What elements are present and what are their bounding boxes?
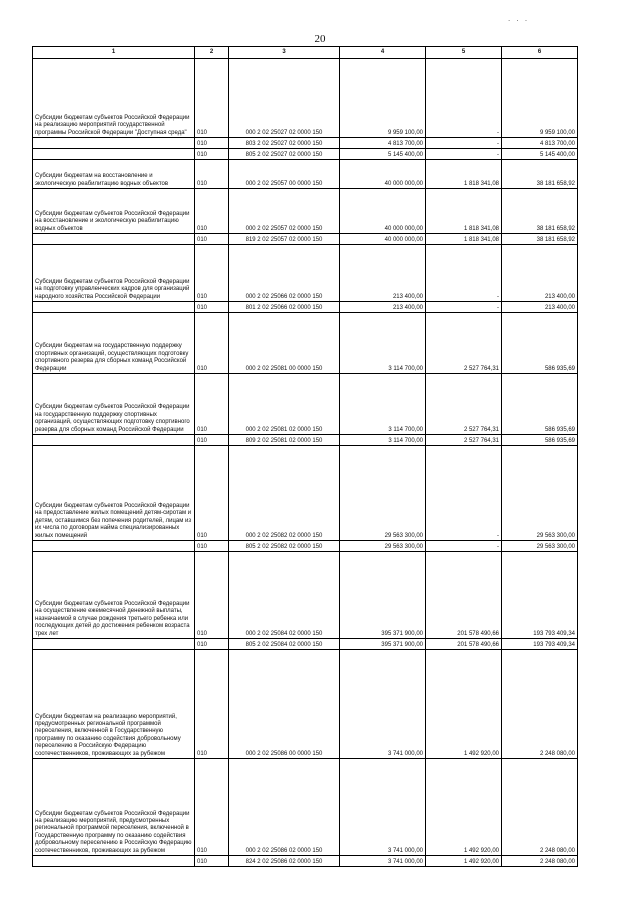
- table-row: [33, 149, 578, 160]
- remaining-amount: 213 400,00: [502, 302, 578, 313]
- page-number: 20: [314, 33, 326, 45]
- line-code: 010: [195, 759, 229, 856]
- remaining-amount: 5 145 400,00: [502, 149, 578, 160]
- executed-amount: 2 527 764,31: [426, 313, 502, 374]
- executed-amount: 1 818 341,08: [426, 189, 502, 234]
- row-description-empty: [33, 149, 195, 160]
- approved-amount: 3 741 000,00: [340, 650, 426, 759]
- remaining-amount: 38 181 658,92: [502, 189, 578, 234]
- column-header-6: 6: [502, 47, 578, 59]
- executed-amount: 1 492 920,00: [426, 650, 502, 759]
- approved-amount: 395 371 900,00: [340, 552, 426, 639]
- row-description-empty: [33, 138, 195, 149]
- table-row: [33, 138, 578, 149]
- table-body: [33, 59, 578, 867]
- row-description: Субсидии бюджетам субъектов Российской Федерации на восстановление и экологическую реабилитацию водных объектов: [33, 189, 195, 234]
- remaining-amount: 29 563 300,00: [502, 446, 578, 541]
- row-description-empty: [33, 856, 195, 867]
- approved-amount: 3 741 000,00: [340, 856, 426, 867]
- remaining-amount: 2 248 080,00: [502, 650, 578, 759]
- table-row: [33, 446, 578, 541]
- remaining-amount: 38 181 658,92: [502, 160, 578, 189]
- budget-table: [32, 46, 578, 867]
- table-row: [33, 435, 578, 446]
- executed-amount: 201 578 490,66: [426, 552, 502, 639]
- revenue-code: 805 2 02 25027 02 0000 150: [229, 149, 340, 160]
- line-code: 010: [195, 302, 229, 313]
- remaining-amount: 38 181 658,92: [502, 234, 578, 245]
- row-description: Субсидии бюджетам на восстановление и экологическую реабилитацию водных объектов: [33, 160, 195, 189]
- approved-amount: 40 000 000,00: [340, 160, 426, 189]
- row-description: Субсидии бюджетам на государственную поддержку спортивных организаций, осуществляющих подготовку спортивного резерва для сборных команд Российской Федерации: [33, 313, 195, 374]
- column-header-2: 2: [195, 47, 229, 59]
- remaining-amount: 213 400,00: [502, 245, 578, 302]
- row-description: Субсидии бюджетам субъектов Российской Федерации на реализацию мероприятий государственной программы Российской Федерации "Доступная среда": [33, 59, 195, 138]
- row-description: Субсидии бюджетам на реализацию мероприятий, предусмотренных региональной программой переселения, включенной в Государственную программу по оказанию содействия добровольному переселению в Российскую Федерацию соотечественников, проживающих за рубежом: [33, 650, 195, 759]
- revenue-code: 809 2 02 25081 02 0000 150: [229, 435, 340, 446]
- line-code: 010: [195, 856, 229, 867]
- line-code: 010: [195, 446, 229, 541]
- table-row: [33, 189, 578, 234]
- line-code: 010: [195, 435, 229, 446]
- approved-amount: 3 114 700,00: [340, 435, 426, 446]
- remaining-amount: 193 793 409,34: [502, 552, 578, 639]
- row-description-empty: [33, 435, 195, 446]
- line-code: 010: [195, 59, 229, 138]
- revenue-code: 000 2 02 25084 02 0000 150: [229, 552, 340, 639]
- table-row: [33, 759, 578, 856]
- revenue-code: 819 2 02 25057 02 0000 150: [229, 234, 340, 245]
- executed-amount: -: [426, 59, 502, 138]
- remaining-amount: 2 248 080,00: [502, 856, 578, 867]
- header-row: [33, 47, 578, 59]
- approved-amount: 40 000 000,00: [340, 234, 426, 245]
- column-header-1: 1: [33, 47, 195, 59]
- approved-amount: 3 114 700,00: [340, 313, 426, 374]
- revenue-code: 000 2 02 25027 02 0000 150: [229, 59, 340, 138]
- approved-amount: 5 145 400,00: [340, 149, 426, 160]
- table-row: [33, 302, 578, 313]
- row-description: Субсидии бюджетам субъектов Российской Федерации на государственную поддержку спортивных организаций, осуществляющих подготовку спортивного резерва для сборных команд Российской Федерации: [33, 374, 195, 435]
- approved-amount: 395 371 900,00: [340, 639, 426, 650]
- revenue-code: 000 2 02 25057 00 0000 150: [229, 160, 340, 189]
- revenue-code: 803 2 02 25027 02 0000 150: [229, 138, 340, 149]
- approved-amount: 213 400,00: [340, 245, 426, 302]
- line-code: 010: [195, 189, 229, 234]
- row-description-empty: [33, 541, 195, 552]
- table-row: [33, 541, 578, 552]
- executed-amount: -: [426, 302, 502, 313]
- remaining-amount: 29 563 300,00: [502, 541, 578, 552]
- line-code: 010: [195, 552, 229, 639]
- executed-amount: -: [426, 245, 502, 302]
- remaining-amount: 586 935,69: [502, 374, 578, 435]
- line-code: 010: [195, 374, 229, 435]
- line-code: 010: [195, 138, 229, 149]
- row-description: Субсидии бюджетам субъектов Российской Федерации на осуществление ежемесячной денежной выплаты, назначаемой в случае рождения третьего ребенка или последующих детей до достижения ребенком возраста трех лет: [33, 552, 195, 639]
- revenue-code: 805 2 02 25082 02 0000 150: [229, 541, 340, 552]
- approved-amount: 9 959 100,00: [340, 59, 426, 138]
- executed-amount: 201 578 490,66: [426, 639, 502, 650]
- approved-amount: 40 000 000,00: [340, 189, 426, 234]
- table-row: [33, 856, 578, 867]
- line-code: 010: [195, 650, 229, 759]
- table-row: [33, 552, 578, 639]
- line-code: 010: [195, 234, 229, 245]
- revenue-code: 801 2 02 25066 02 0000 150: [229, 302, 340, 313]
- table-row: [33, 59, 578, 138]
- remaining-amount: 2 248 080,00: [502, 759, 578, 856]
- executed-amount: -: [426, 446, 502, 541]
- approved-amount: 3 114 700,00: [340, 374, 426, 435]
- row-description: Субсидии бюджетам субъектов Российской Федерации на предоставление жилых помещений детям-сиротам и детям, оставшимся без попечения родителей, лицам из их числа по договорам найма специализированных жилых помещений: [33, 446, 195, 541]
- approved-amount: 29 563 300,00: [340, 541, 426, 552]
- revenue-code: 824 2 02 25086 02 0000 150: [229, 856, 340, 867]
- executed-amount: 1 492 920,00: [426, 759, 502, 856]
- row-description-empty: [33, 639, 195, 650]
- row-description: Субсидии бюджетам субъектов Российской Федерации на подготовку управленческих кадров для организаций народного хозяйства Российской Федерации: [33, 245, 195, 302]
- line-code: 010: [195, 160, 229, 189]
- table-row: [33, 313, 578, 374]
- executed-amount: 1 818 341,08: [426, 160, 502, 189]
- revenue-code: 000 2 02 25081 00 0000 150: [229, 313, 340, 374]
- line-code: 010: [195, 245, 229, 302]
- remaining-amount: 4 813 700,00: [502, 138, 578, 149]
- column-header-5: 5: [426, 47, 502, 59]
- approved-amount: 213 400,00: [340, 302, 426, 313]
- revenue-code: 000 2 02 25057 02 0000 150: [229, 189, 340, 234]
- executed-amount: -: [426, 138, 502, 149]
- row-description-empty: [33, 234, 195, 245]
- line-code: 010: [195, 149, 229, 160]
- remaining-amount: 9 959 100,00: [502, 59, 578, 138]
- line-code: 010: [195, 541, 229, 552]
- line-code: 010: [195, 639, 229, 650]
- table-row: [33, 639, 578, 650]
- approved-amount: 4 813 700,00: [340, 138, 426, 149]
- executed-amount: 2 527 764,31: [426, 435, 502, 446]
- remaining-amount: 586 935,69: [502, 313, 578, 374]
- revenue-code: 000 2 02 25066 02 0000 150: [229, 245, 340, 302]
- remaining-amount: 586 935,69: [502, 435, 578, 446]
- remaining-amount: 193 793 409,34: [502, 639, 578, 650]
- table-row: [33, 160, 578, 189]
- column-header-3: 3: [229, 47, 340, 59]
- executed-amount: -: [426, 541, 502, 552]
- corner-mark: . . .: [508, 14, 530, 23]
- executed-amount: 2 527 764,31: [426, 374, 502, 435]
- executed-amount: 1 818 341,08: [426, 234, 502, 245]
- revenue-code: 000 2 02 25082 02 0000 150: [229, 446, 340, 541]
- revenue-code: 000 2 02 25086 02 0000 150: [229, 759, 340, 856]
- line-code: 010: [195, 313, 229, 374]
- approved-amount: 3 741 000,00: [340, 759, 426, 856]
- row-description: Субсидии бюджетам субъектов Российской Федерации на реализацию мероприятий, предусмотренных региональной программой переселения, включенной в Государственную программу по оказанию содействия добровольному переселению в Российскую Федерацию соотечественников, проживающих за рубежом: [33, 759, 195, 856]
- table-row: [33, 234, 578, 245]
- revenue-code: 000 2 02 25086 00 0000 150: [229, 650, 340, 759]
- executed-amount: -: [426, 149, 502, 160]
- revenue-code: 000 2 02 25081 02 0000 150: [229, 374, 340, 435]
- executed-amount: 1 492 920,00: [426, 856, 502, 867]
- table-row: [33, 245, 578, 302]
- table-row: [33, 374, 578, 435]
- row-description-empty: [33, 302, 195, 313]
- table-row: [33, 650, 578, 759]
- revenue-code: 805 2 02 25084 02 0000 150: [229, 639, 340, 650]
- approved-amount: 29 563 300,00: [340, 446, 426, 541]
- column-header-4: 4: [340, 47, 426, 59]
